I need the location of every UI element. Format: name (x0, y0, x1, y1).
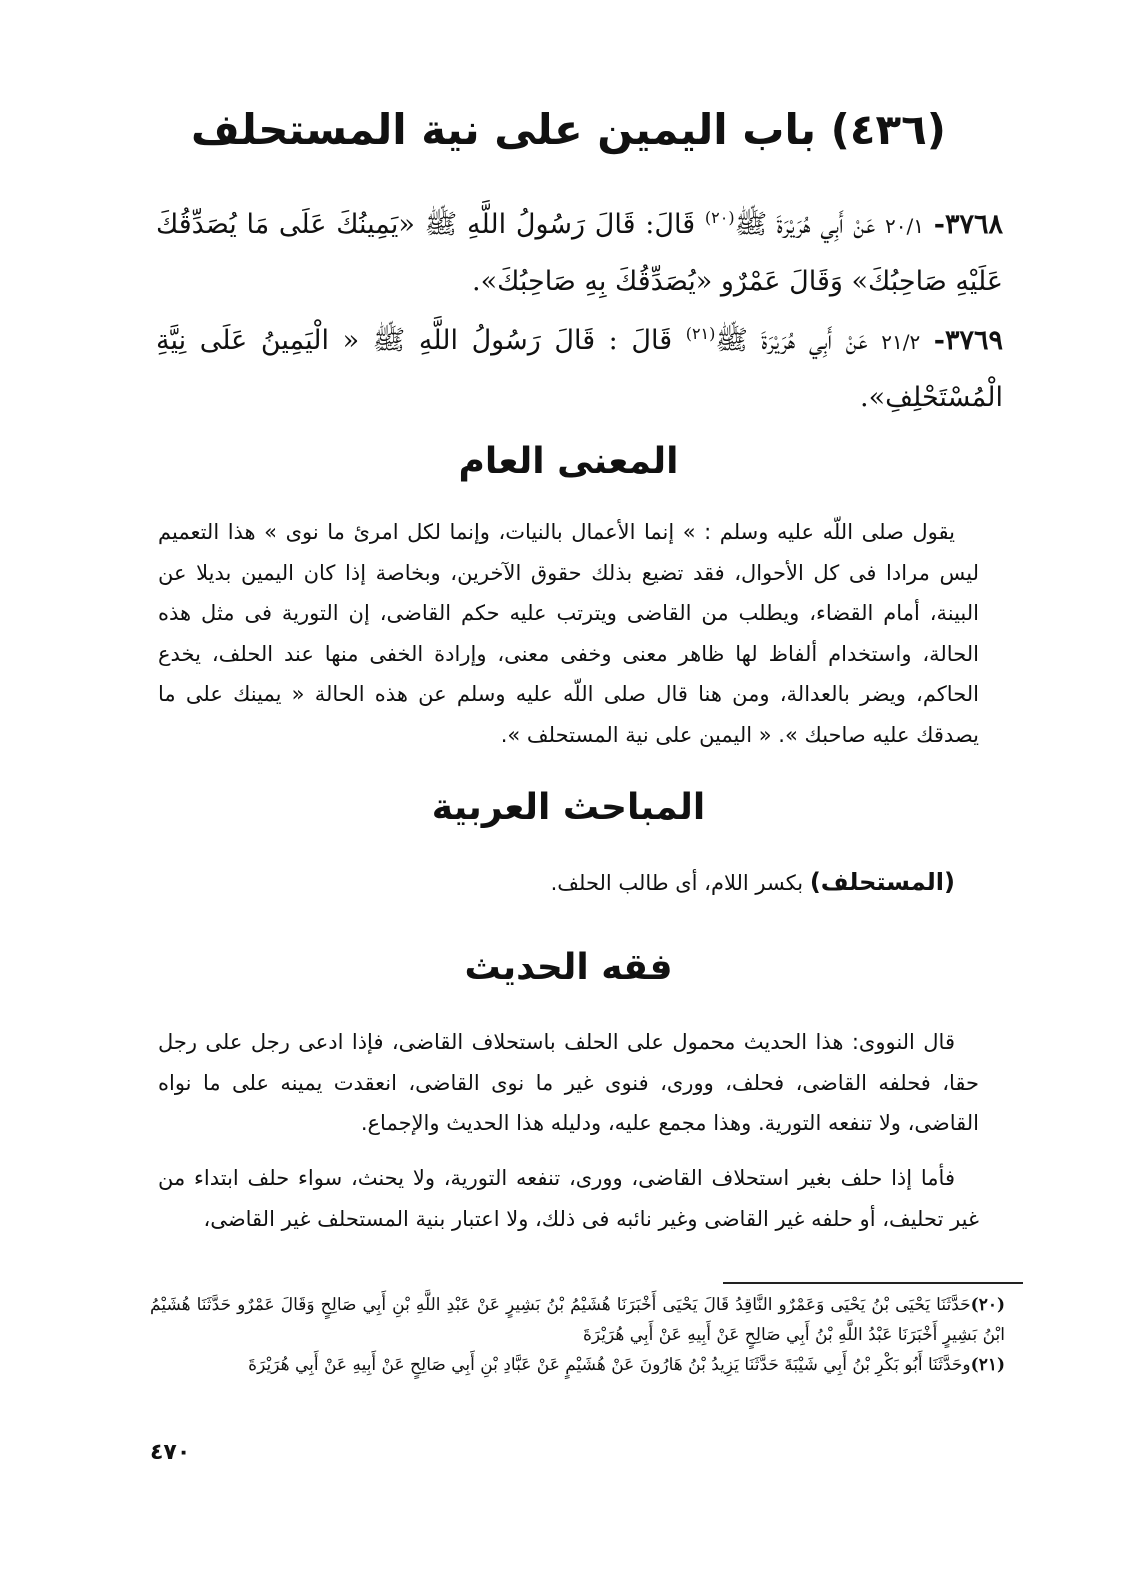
arabic-studies-paragraph (158, 862, 979, 904)
footnote-text: حَدَّثَنَا يَحْيَى بْنُ يَحْيَى وَعَمْرٌو النَّاقِدُ قَالَ يَحْيَى أَخْبَرَنَا هُشَيْمُ بْنُ بَشِيرٍ عَنْ عَبْدِ اللَّهِ بْنِ أَبِي صَالِحٍ وَقَالَ عَمْرٌو حَدَّثَنَا هُشَيْمُ ابْنُ بَشِيرٍ أَخْبَرَنَا عَبْدُ اللَّهِ بْنُ أَبِي صَالِحٍ عَنْ أَبِيهِ عَنْ أَبِي هُرَيْرَةَ (150, 1295, 1005, 1345)
fiqh-paragraph (158, 1158, 979, 1239)
hadith-narrator: عَنْ أَبِي هُرَيْرَةَ ﷺ (715, 325, 868, 356)
defined-term: (المستحلف) (809, 868, 955, 896)
footnote-20 (150, 1290, 1005, 1350)
general-meaning-text: يقول صلى اللّه عليه وسلم : » إنما الأعمال بالنيات، وإنما لكل امرئ ما نوى » هذا التعميم ليس مرادا فى كل الأحوال، فقد تضيع بذلك حقوق الآخرين، وبخاصة إذا كان اليمين بديلا عن البينة، أمام القضاء، ويطلب من القاضى ويترتب عليه حكم القاضى، إن التورية فى مثل هذه الحالة، واستخدام ألفاظ لها ظاهر معنى وخفى معنى، وإرادة الخفى منها عند الحلف، يخدع الحاكم، ويضر بالعدالة، ومن هنا قال صلى اللّه عليه وسلم عن هذه الحالة « يمينك على ما يصدقك عليه صاحبك ». « اليمين على نية المستحلف ». (158, 520, 979, 747)
fiqh-text: قال النووى: هذا الحديث محمول على الحلف باستحلاف القاضى، فإذا ادعى رجل على رجل حقا، فحلفه القاضى، فحلف، وورى، فنوى غير ما نوى القاضى، انعقدت يمينه على ما نواه القاضى، ولا تنفعه التورية. وهذا مجمع عليه، ودليله هذا الحديث والإجماع. (158, 1030, 979, 1135)
footnotes (150, 1290, 1005, 1380)
general-meaning-paragraph (158, 512, 979, 755)
hadith-narrator: عَنْ أَبِي هُرَيْرَةَ ﷺ (734, 209, 876, 240)
footnote-ref-20[interactable]: (٢٠) (704, 208, 735, 227)
section-heading-fiqh: فقه الحديث (464, 947, 673, 988)
footnote-divider (723, 1282, 1023, 1284)
hadith-text: قَالَ : قَالَ رَسُولُ اللَّهِ ﷺ « الْيَمِينُ عَلَى نِيَّةِ الْمُسْتَحْلِفِ». (156, 325, 1003, 413)
hadith-3769 (156, 306, 1003, 426)
hadith-fraction: ٢١/٢ (881, 330, 921, 354)
footnote-number: (٢١) (970, 1355, 1005, 1375)
hadith-3768 (156, 190, 1003, 310)
footnote-text: وحَدَّثَنَا أَبُو بَكْرِ بْنُ أَبِي شَيْبَةَ حَدَّثَنَا يَزِيدُ بْنُ هَارُونَ عَنْ هُشَيْمٍ عَنْ عَبَّادِ بْنِ أَبِي صَالِحٍ عَنْ أَبِيهِ عَنْ أَبِي هُرَيْرَةَ (248, 1355, 971, 1375)
section-heading-arabic-studies: المباحث العربية (431, 787, 706, 828)
fiqh-paragraph (158, 1022, 979, 1144)
hadith-text: قَالَ: قَالَ رَسُولُ اللَّهِ ﷺ «يَمِينُكَ عَلَى مَا يُصَدِّقُكَ عَلَيْهِ صَاحِبُكَ» وَقَالَ عَمْرٌو «يُصَدِّقُكَ بِهِ صَاحِبُكَ». (156, 209, 1003, 297)
page-number: ٤٧٠ (150, 1440, 191, 1465)
chapter-title: (٤٣٦) باب اليمين على نية المستحلف (191, 105, 946, 154)
fiqh-text: فأما إذا حلف بغير استحلاف القاضى، وورى، تنفعه التورية، ولا يحنث، سواء حلف ابتداء من غير تحليف، أو حلفه غير القاضى وغير نائبه فى ذلك، ولا اعتبار بنية المستحلف غير القاضى، (158, 1166, 979, 1231)
hadith-number: ٣٧٦٩- (933, 325, 1003, 356)
hadith-fraction: ٢٠/١ (885, 214, 925, 238)
hadith-number: ٣٧٦٨- (933, 209, 1003, 240)
section-heading-general-meaning: المعنى العام (458, 441, 679, 482)
footnote-21 (150, 1350, 1005, 1380)
footnote-number: (٢٠) (970, 1295, 1005, 1315)
footnote-ref-21[interactable]: (٢١) (685, 324, 716, 343)
term-definition: بكسر اللام، أى طالب الحلف. (550, 871, 810, 895)
